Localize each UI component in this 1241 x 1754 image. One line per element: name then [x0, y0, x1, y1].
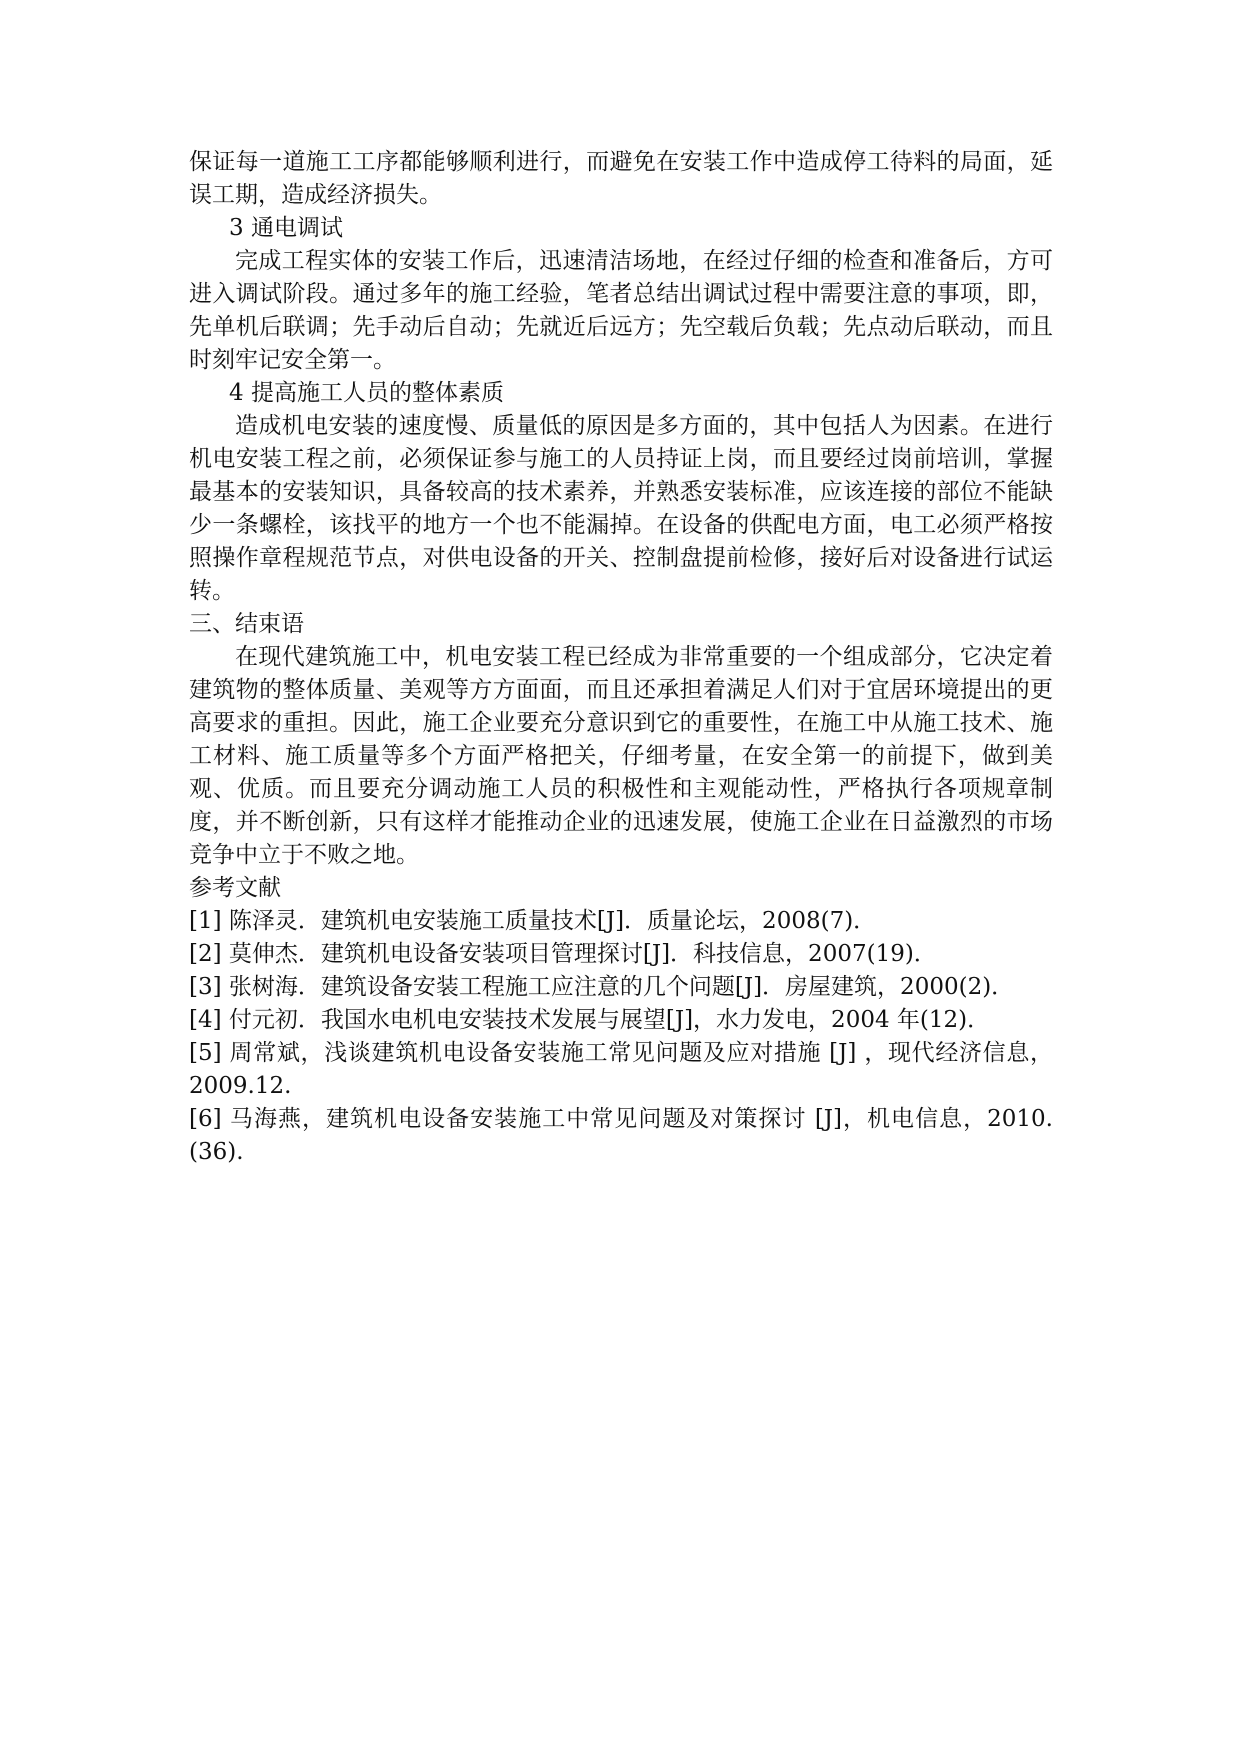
reference-item: [5] 周常斌，浅谈建筑机电设备安装施工常见问题及应对措施 [J] ，现代经济信息，2009.12. — [189, 1040, 1053, 1099]
references-title: 参考文献 — [189, 875, 281, 901]
reference-item: [3] 张树海．建筑设备安装工程施工应注意的几个问题[J]．房屋建筑，2000(2)． — [189, 974, 1015, 1000]
paragraph-conclusion: 在现代建筑施工中，机电安装工程已经成为非常重要的一个组成部分，它决定着建筑物的整体质量、美观等方方面面，而且还承担着满足人们对于宜居环境提出的更高要求的重担。因此，施工企业要充分意识到它的重要性，在施工中从施工技术、施工材料、施工质量等多个方面严格把关，仔细考量，在安全第一的前提下，做到美观、优质。而且要充分调动施工人员的积极性和主观能动性，严格执行各项规章制度，并不断创新，只有这样才能推动企业的迅速发展，使施工企业在日益激烈的市场竞争中立于不败之地。 — [189, 644, 1053, 868]
section-heading-personnel: 4 提高施工人员的整体素质 — [229, 380, 504, 406]
document-page — [189, 146, 1053, 1169]
reference-item: [2] 莫伸杰．建筑机电设备安装项目管理探讨[J]．科技信息，2007(19)． — [189, 941, 937, 967]
section-heading-conclusion: 三、结束语 — [189, 611, 304, 637]
reference-item: [1] 陈泽灵．建筑机电安装施工质量技术[J]．质量论坛，2008(7)． — [189, 908, 877, 934]
paragraph-debugging: 完成工程实体的安装工作后，迅速清洁场地，在经过仔细的检查和准备后，方可进入调试阶段。通过多年的施工经验，笔者总结出调试过程中需要注意的事项，即，先单机后联调；先手动后自动；先就近后远方；先空载后负载；先点动后联动，而且时刻牢记安全第一。 — [189, 248, 1053, 373]
paragraph-continuation: 保证每一道施工工序都能够顺利进行，而避免在安装工作中造成停工待料的局面，延误工期，造成经济损失。 — [189, 149, 1053, 208]
section-heading-debugging: 3 通电调试 — [229, 215, 343, 241]
reference-item: [4] 付元初．我国水电机电安装技术发展与展望[J]，水力发电，2004 年(12)． — [189, 1007, 991, 1033]
reference-item: [6] 马海燕，建筑机电设备安装施工中常见问题及对策探讨 [J]，机电信息，2010.(36). — [189, 1106, 1053, 1165]
paragraph-personnel: 造成机电安装的速度慢、质量低的原因是多方面的，其中包括人为因素。在进行机电安装工程之前，必须保证参与施工的人员持证上岗，而且要经过岗前培训，掌握最基本的安装知识，具备较高的技术素养，并熟悉安装标准，应该连接的部位不能缺少一条螺栓，该找平的地方一个也不能漏掉。在设备的供配电方面，电工必须严格按照操作章程规范节点，对供电设备的开关、控制盘提前检修，接好后对设备进行试运转。 — [189, 413, 1053, 604]
